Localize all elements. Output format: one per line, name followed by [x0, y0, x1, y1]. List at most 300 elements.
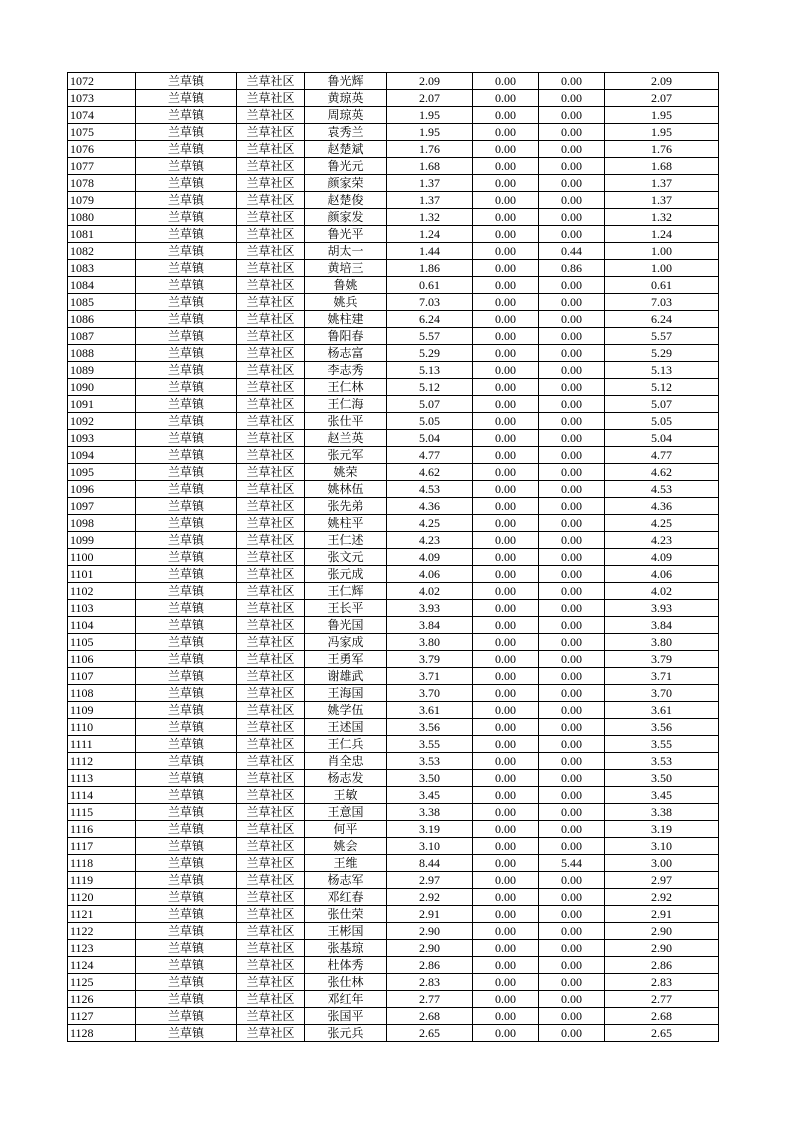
cell-name: 肖全忠 [305, 753, 387, 770]
cell-community: 兰草社区 [237, 549, 305, 566]
table-row [68, 1008, 719, 1025]
cell-value-c: 0.00 [539, 311, 605, 328]
cell-name: 鲁光元 [305, 158, 387, 175]
cell-value-total: 3.38 [387, 804, 473, 821]
cell-value-final: 3.84 [605, 617, 719, 634]
cell-town: 兰草镇 [136, 362, 237, 379]
cell-community: 兰草社区 [237, 974, 305, 991]
cell-name: 颜家发 [305, 209, 387, 226]
cell-name: 姚林伍 [305, 481, 387, 498]
cell-value-c: 0.00 [539, 753, 605, 770]
cell-community: 兰草社区 [237, 498, 305, 515]
cell-town: 兰草镇 [136, 838, 237, 855]
cell-value-c: 0.00 [539, 634, 605, 651]
cell-value-final: 2.90 [605, 923, 719, 940]
cell-value-c: 0.00 [539, 872, 605, 889]
cell-value-c: 0.00 [539, 940, 605, 957]
cell-value-c: 0.86 [539, 260, 605, 277]
table-row [68, 413, 719, 430]
cell-value-final: 3.80 [605, 634, 719, 651]
cell-row-number: 1097 [68, 498, 136, 515]
cell-town: 兰草镇 [136, 192, 237, 209]
cell-community: 兰草社区 [237, 872, 305, 889]
cell-community: 兰草社区 [237, 906, 305, 923]
cell-community: 兰草社区 [237, 736, 305, 753]
cell-name: 胡太一 [305, 243, 387, 260]
cell-value-final: 3.10 [605, 838, 719, 855]
cell-value-final: 5.13 [605, 362, 719, 379]
cell-value-final: 5.29 [605, 345, 719, 362]
cell-value-c: 0.00 [539, 702, 605, 719]
cell-value-final: 4.02 [605, 583, 719, 600]
cell-row-number: 1095 [68, 464, 136, 481]
cell-value-b: 0.00 [473, 838, 539, 855]
cell-town: 兰草镇 [136, 243, 237, 260]
cell-value-total: 5.57 [387, 328, 473, 345]
cell-name: 张元成 [305, 566, 387, 583]
cell-value-b: 0.00 [473, 549, 539, 566]
cell-value-total: 3.80 [387, 634, 473, 651]
cell-value-final: 2.77 [605, 991, 719, 1008]
cell-name: 王仁兵 [305, 736, 387, 753]
cell-value-c: 0.00 [539, 430, 605, 447]
table-row [68, 1025, 719, 1042]
cell-value-c: 0.00 [539, 685, 605, 702]
cell-value-total: 4.77 [387, 447, 473, 464]
cell-value-total: 3.55 [387, 736, 473, 753]
cell-value-final: 2.90 [605, 940, 719, 957]
cell-row-number: 1084 [68, 277, 136, 294]
cell-community: 兰草社区 [237, 124, 305, 141]
cell-value-b: 0.00 [473, 379, 539, 396]
cell-value-c: 0.00 [539, 889, 605, 906]
cell-value-b: 0.00 [473, 566, 539, 583]
cell-town: 兰草镇 [136, 260, 237, 277]
cell-town: 兰草镇 [136, 753, 237, 770]
cell-value-final: 3.00 [605, 855, 719, 872]
cell-value-total: 2.90 [387, 940, 473, 957]
cell-community: 兰草社区 [237, 73, 305, 90]
cell-community: 兰草社区 [237, 141, 305, 158]
cell-name: 姚柱建 [305, 311, 387, 328]
cell-town: 兰草镇 [136, 226, 237, 243]
cell-town: 兰草镇 [136, 991, 237, 1008]
cell-value-total: 2.91 [387, 906, 473, 923]
table-row [68, 498, 719, 515]
cell-row-number: 1118 [68, 855, 136, 872]
cell-name: 王海国 [305, 685, 387, 702]
cell-community: 兰草社区 [237, 787, 305, 804]
cell-value-b: 0.00 [473, 719, 539, 736]
cell-value-final: 5.07 [605, 396, 719, 413]
cell-value-final: 1.00 [605, 243, 719, 260]
cell-value-final: 3.70 [605, 685, 719, 702]
cell-value-total: 2.07 [387, 90, 473, 107]
cell-name: 王仁林 [305, 379, 387, 396]
cell-value-total: 1.95 [387, 107, 473, 124]
cell-value-total: 1.37 [387, 192, 473, 209]
cell-value-final: 2.92 [605, 889, 719, 906]
cell-value-total: 4.02 [387, 583, 473, 600]
cell-row-number: 1125 [68, 974, 136, 991]
cell-community: 兰草社区 [237, 753, 305, 770]
cell-name: 周琼英 [305, 107, 387, 124]
table-row [68, 974, 719, 991]
cell-town: 兰草镇 [136, 923, 237, 940]
cell-row-number: 1105 [68, 634, 136, 651]
cell-name: 赵楚斌 [305, 141, 387, 158]
table-body [68, 73, 719, 1042]
cell-value-b: 0.00 [473, 107, 539, 124]
cell-value-b: 0.00 [473, 294, 539, 311]
cell-name: 王维 [305, 855, 387, 872]
cell-value-b: 0.00 [473, 872, 539, 889]
cell-value-total: 5.07 [387, 396, 473, 413]
cell-value-final: 3.93 [605, 600, 719, 617]
cell-name: 姚会 [305, 838, 387, 855]
cell-town: 兰草镇 [136, 787, 237, 804]
cell-name: 姚荣 [305, 464, 387, 481]
cell-value-final: 2.07 [605, 90, 719, 107]
cell-value-total: 3.71 [387, 668, 473, 685]
cell-row-number: 1076 [68, 141, 136, 158]
cell-value-final: 1.32 [605, 209, 719, 226]
cell-row-number: 1082 [68, 243, 136, 260]
table-row [68, 362, 719, 379]
cell-value-total: 1.37 [387, 175, 473, 192]
table-row [68, 226, 719, 243]
table-row [68, 617, 719, 634]
cell-town: 兰草镇 [136, 447, 237, 464]
cell-row-number: 1109 [68, 702, 136, 719]
cell-name: 张元军 [305, 447, 387, 464]
cell-value-c: 0.00 [539, 804, 605, 821]
cell-value-c: 0.00 [539, 362, 605, 379]
cell-value-total: 2.77 [387, 991, 473, 1008]
cell-community: 兰草社区 [237, 413, 305, 430]
cell-name: 何平 [305, 821, 387, 838]
table-row [68, 872, 719, 889]
table-row [68, 277, 719, 294]
table-row [68, 141, 719, 158]
cell-value-b: 0.00 [473, 175, 539, 192]
cell-name: 邓红春 [305, 889, 387, 906]
cell-value-c: 0.00 [539, 1008, 605, 1025]
cell-value-total: 4.53 [387, 481, 473, 498]
cell-value-final: 7.03 [605, 294, 719, 311]
cell-value-final: 4.36 [605, 498, 719, 515]
table-row [68, 702, 719, 719]
cell-name: 李志秀 [305, 362, 387, 379]
cell-row-number: 1120 [68, 889, 136, 906]
cell-row-number: 1122 [68, 923, 136, 940]
cell-value-total: 1.32 [387, 209, 473, 226]
cell-community: 兰草社区 [237, 770, 305, 787]
cell-town: 兰草镇 [136, 889, 237, 906]
cell-name: 鲁阳春 [305, 328, 387, 345]
cell-row-number: 1127 [68, 1008, 136, 1025]
cell-value-b: 0.00 [473, 855, 539, 872]
table-row [68, 838, 719, 855]
cell-value-c: 0.00 [539, 379, 605, 396]
cell-town: 兰草镇 [136, 328, 237, 345]
table-row [68, 719, 719, 736]
cell-value-c: 0.00 [539, 1025, 605, 1042]
cell-value-total: 5.04 [387, 430, 473, 447]
cell-value-total: 2.90 [387, 923, 473, 940]
cell-community: 兰草社区 [237, 889, 305, 906]
cell-row-number: 1128 [68, 1025, 136, 1042]
cell-value-final: 2.91 [605, 906, 719, 923]
cell-value-final: 2.09 [605, 73, 719, 90]
cell-value-total: 3.93 [387, 600, 473, 617]
cell-name: 鲁光平 [305, 226, 387, 243]
cell-name: 鲁姚 [305, 277, 387, 294]
cell-value-total: 3.10 [387, 838, 473, 855]
cell-value-b: 0.00 [473, 90, 539, 107]
cell-value-b: 0.00 [473, 158, 539, 175]
cell-town: 兰草镇 [136, 855, 237, 872]
cell-value-total: 2.09 [387, 73, 473, 90]
cell-value-b: 0.00 [473, 889, 539, 906]
table-row [68, 668, 719, 685]
cell-community: 兰草社区 [237, 90, 305, 107]
cell-value-final: 3.61 [605, 702, 719, 719]
cell-value-b: 0.00 [473, 770, 539, 787]
cell-value-b: 0.00 [473, 362, 539, 379]
cell-value-b: 0.00 [473, 651, 539, 668]
cell-town: 兰草镇 [136, 872, 237, 889]
cell-value-c: 0.00 [539, 226, 605, 243]
cell-name: 杨志富 [305, 345, 387, 362]
cell-name: 颜家荣 [305, 175, 387, 192]
cell-row-number: 1115 [68, 804, 136, 821]
cell-value-c: 0.00 [539, 583, 605, 600]
cell-community: 兰草社区 [237, 940, 305, 957]
cell-value-c: 0.00 [539, 158, 605, 175]
table-row [68, 209, 719, 226]
cell-name: 张仕平 [305, 413, 387, 430]
cell-row-number: 1126 [68, 991, 136, 1008]
cell-row-number: 1099 [68, 532, 136, 549]
cell-name: 王敏 [305, 787, 387, 804]
cell-row-number: 1073 [68, 90, 136, 107]
cell-value-final: 4.09 [605, 549, 719, 566]
cell-value-total: 2.97 [387, 872, 473, 889]
table-row [68, 328, 719, 345]
cell-value-total: 4.62 [387, 464, 473, 481]
cell-row-number: 1094 [68, 447, 136, 464]
cell-row-number: 1100 [68, 549, 136, 566]
cell-name: 鲁光国 [305, 617, 387, 634]
table-row [68, 770, 719, 787]
cell-value-total: 2.65 [387, 1025, 473, 1042]
cell-row-number: 1079 [68, 192, 136, 209]
cell-row-number: 1112 [68, 753, 136, 770]
cell-row-number: 1093 [68, 430, 136, 447]
cell-value-c: 0.00 [539, 447, 605, 464]
table-row [68, 430, 719, 447]
cell-community: 兰草社区 [237, 838, 305, 855]
cell-town: 兰草镇 [136, 141, 237, 158]
cell-town: 兰草镇 [136, 90, 237, 107]
cell-community: 兰草社区 [237, 260, 305, 277]
cell-value-total: 4.36 [387, 498, 473, 515]
cell-row-number: 1104 [68, 617, 136, 634]
cell-row-number: 1072 [68, 73, 136, 90]
cell-value-total: 4.25 [387, 515, 473, 532]
cell-value-c: 0.00 [539, 549, 605, 566]
cell-community: 兰草社区 [237, 209, 305, 226]
cell-value-total: 2.68 [387, 1008, 473, 1025]
cell-community: 兰草社区 [237, 175, 305, 192]
cell-value-total: 1.86 [387, 260, 473, 277]
cell-row-number: 1103 [68, 600, 136, 617]
table-row [68, 311, 719, 328]
cell-value-c: 0.00 [539, 107, 605, 124]
table-row [68, 651, 719, 668]
cell-value-b: 0.00 [473, 957, 539, 974]
cell-name: 杜体秀 [305, 957, 387, 974]
table-row [68, 549, 719, 566]
cell-town: 兰草镇 [136, 124, 237, 141]
cell-community: 兰草社区 [237, 464, 305, 481]
cell-community: 兰草社区 [237, 583, 305, 600]
cell-community: 兰草社区 [237, 634, 305, 651]
table-row [68, 787, 719, 804]
cell-value-final: 1.37 [605, 192, 719, 209]
cell-name: 王彬国 [305, 923, 387, 940]
cell-row-number: 1123 [68, 940, 136, 957]
cell-town: 兰草镇 [136, 617, 237, 634]
table-row [68, 906, 719, 923]
cell-value-b: 0.00 [473, 821, 539, 838]
cell-row-number: 1113 [68, 770, 136, 787]
cell-value-b: 0.00 [473, 328, 539, 345]
cell-value-b: 0.00 [473, 498, 539, 515]
table-row [68, 379, 719, 396]
table-row [68, 991, 719, 1008]
cell-town: 兰草镇 [136, 940, 237, 957]
table-row [68, 515, 719, 532]
cell-name: 杨志军 [305, 872, 387, 889]
cell-value-total: 2.83 [387, 974, 473, 991]
cell-value-c: 0.00 [539, 464, 605, 481]
cell-name: 张国平 [305, 1008, 387, 1025]
cell-town: 兰草镇 [136, 277, 237, 294]
cell-town: 兰草镇 [136, 1025, 237, 1042]
cell-community: 兰草社区 [237, 685, 305, 702]
cell-value-final: 1.24 [605, 226, 719, 243]
cell-value-total: 3.19 [387, 821, 473, 838]
cell-value-total: 4.06 [387, 566, 473, 583]
cell-name: 姚柱平 [305, 515, 387, 532]
cell-value-b: 0.00 [473, 515, 539, 532]
cell-community: 兰草社区 [237, 957, 305, 974]
cell-row-number: 1092 [68, 413, 136, 430]
cell-town: 兰草镇 [136, 549, 237, 566]
cell-community: 兰草社区 [237, 668, 305, 685]
cell-row-number: 1116 [68, 821, 136, 838]
table-row [68, 464, 719, 481]
cell-row-number: 1090 [68, 379, 136, 396]
cell-value-c: 5.44 [539, 855, 605, 872]
cell-community: 兰草社区 [237, 158, 305, 175]
table-row [68, 855, 719, 872]
cell-value-c: 0.00 [539, 515, 605, 532]
cell-value-b: 0.00 [473, 991, 539, 1008]
cell-name: 姚兵 [305, 294, 387, 311]
cell-town: 兰草镇 [136, 209, 237, 226]
cell-community: 兰草社区 [237, 107, 305, 124]
cell-value-final: 1.68 [605, 158, 719, 175]
cell-community: 兰草社区 [237, 719, 305, 736]
cell-name: 谢雄武 [305, 668, 387, 685]
table-row [68, 73, 719, 90]
cell-community: 兰草社区 [237, 923, 305, 940]
cell-row-number: 1096 [68, 481, 136, 498]
table-row [68, 447, 719, 464]
cell-town: 兰草镇 [136, 566, 237, 583]
cell-community: 兰草社区 [237, 481, 305, 498]
cell-value-final: 4.06 [605, 566, 719, 583]
cell-community: 兰草社区 [237, 430, 305, 447]
cell-town: 兰草镇 [136, 311, 237, 328]
cell-row-number: 1074 [68, 107, 136, 124]
cell-name: 张文元 [305, 549, 387, 566]
cell-town: 兰草镇 [136, 583, 237, 600]
cell-value-b: 0.00 [473, 226, 539, 243]
cell-name: 王仁海 [305, 396, 387, 413]
cell-community: 兰草社区 [237, 294, 305, 311]
table-row [68, 481, 719, 498]
cell-value-b: 0.00 [473, 345, 539, 362]
cell-value-b: 0.00 [473, 260, 539, 277]
table-row [68, 345, 719, 362]
cell-town: 兰草镇 [136, 158, 237, 175]
cell-row-number: 1124 [68, 957, 136, 974]
table-row [68, 923, 719, 940]
cell-value-total: 8.44 [387, 855, 473, 872]
cell-value-c: 0.00 [539, 175, 605, 192]
cell-community: 兰草社区 [237, 804, 305, 821]
cell-name: 王意国 [305, 804, 387, 821]
cell-value-total: 1.95 [387, 124, 473, 141]
cell-value-total: 5.12 [387, 379, 473, 396]
cell-value-total: 2.92 [387, 889, 473, 906]
cell-value-b: 0.00 [473, 141, 539, 158]
cell-value-final: 1.95 [605, 107, 719, 124]
cell-value-final: 1.95 [605, 124, 719, 141]
cell-community: 兰草社区 [237, 617, 305, 634]
cell-value-b: 0.00 [473, 974, 539, 991]
cell-value-b: 0.00 [473, 940, 539, 957]
cell-value-c: 0.00 [539, 209, 605, 226]
cell-value-c: 0.00 [539, 906, 605, 923]
cell-value-c: 0.00 [539, 396, 605, 413]
cell-value-final: 6.24 [605, 311, 719, 328]
cell-town: 兰草镇 [136, 906, 237, 923]
cell-town: 兰草镇 [136, 736, 237, 753]
cell-row-number: 1086 [68, 311, 136, 328]
cell-value-final: 4.25 [605, 515, 719, 532]
cell-value-c: 0.00 [539, 600, 605, 617]
cell-name: 黄琼英 [305, 90, 387, 107]
cell-value-final: 3.56 [605, 719, 719, 736]
table-row [68, 566, 719, 583]
cell-community: 兰草社区 [237, 855, 305, 872]
cell-row-number: 1108 [68, 685, 136, 702]
